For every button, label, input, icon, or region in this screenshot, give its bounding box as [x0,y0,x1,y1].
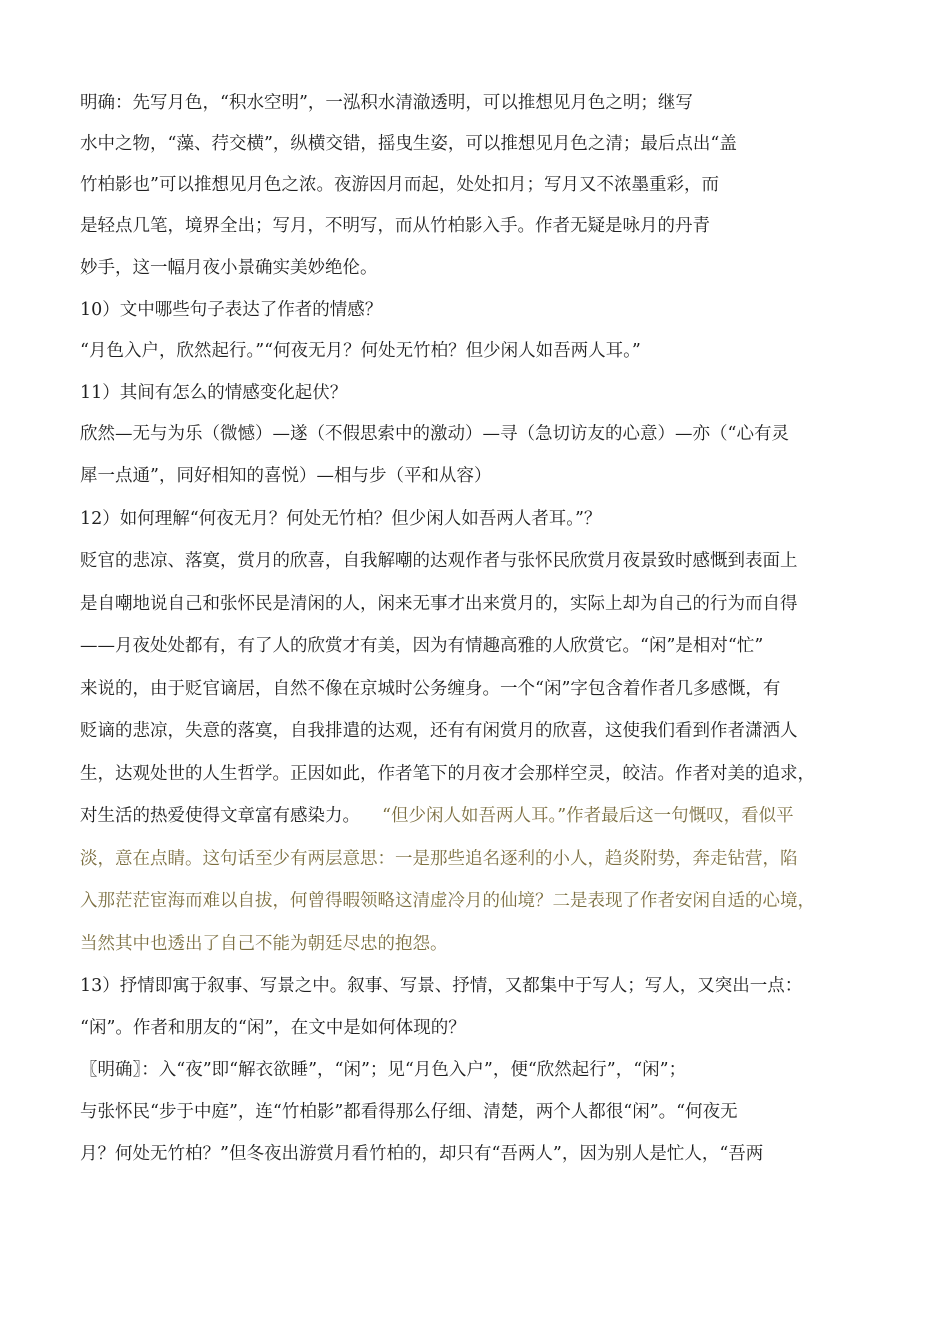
text-line: 明确：先写月色，“积水空明”，一泓积水清澈透明，可以推想见月色之明；继写 [80,93,693,113]
text-line: 水中之物，“藻、荇交横”，纵横交错，摇曳生姿，可以推想见月色之清；最后点出“盖 [80,134,737,154]
answer-12-line: 贬官的悲凉、落寞，赏月的欣喜，自我解嘲的达观作者与张怀民欣赏月夜景致时感慨到表面上 [80,551,798,571]
answer-12-highlight-line: 淡，意在点睛。这句话至少有两层意思：一是那些追名逐利的小人，趋炎附势，奔走钻营，陷 [80,849,798,869]
answer-12-highlight-line: 入那茫茫宦海而难以自拔，何曾得暇领略这清虚冷月的仙境？二是表现了作者安闲自适的心境， [80,891,815,911]
answer-13-line: 〖明确〗：入“夜”即“解衣欲睡”，“闲”；见“月色入户”，便“欣然起行”，“闲”； [80,1060,687,1080]
answer-10: “月色入户，欣然起行。”“何夜无月？何处无竹柏？但少闲人如吾两人耳。” [80,341,641,361]
question-11: 11）其间有怎么的情感变化起伏？ [80,383,348,403]
answer-13-line: 与张怀民“步于中庭”，连“竹柏影”都看得那么仔细、清楚，两个人都很“闲”。“何夜无 [80,1102,738,1122]
answer-12-segment: 对生活的热爱使得文章富有感染力。 [80,806,360,826]
answer-12-highlight-line: 当然其中也透出了自己不能为朝廷尽忠的抱怨。 [80,934,448,954]
question-10: 10）文中哪些句子表达了作者的情感？ [80,300,383,320]
answer-11-line: 犀一点通”，同好相知的喜悦）—相与步（平和从容） [80,466,492,486]
question-13: 13）抒情即寓于叙事、写景之中。叙事、写景、抒情，又都集中于写人；写人，又突出一点： [80,976,803,996]
question-13: “闲”。作者和朋友的“闲”，在文中是如何体现的？ [80,1018,466,1038]
answer-12-line [80,804,794,828]
answer-12-line: 是自嘲地说自己和张怀民是清闲的人，闲来无事才出来赏月的，实际上却为自己的行为而自得 [80,594,798,614]
answer-12-line: 生，达观处世的人生哲学。正因如此，作者笔下的月夜才会那样空灵，皎洁。作者对美的追求， [80,764,815,784]
answer-12-line: ——月夜处处都有，有了人的欣赏才有美，因为有情趣高雅的人欣赏它。“闲”是相对“忙” [80,636,764,656]
question-12: 12）如何理解“何夜无月？何处无竹柏？但少闲人如吾两人者耳。”？ [80,509,602,529]
answer-12-line: 贬谪的悲凉，失意的落寞，自我排遣的达观，还有有闲赏月的欣喜，这使我们看到作者潇洒人 [80,721,798,741]
answer-11-line: 欣然—无与为乐（微憾）—遂（不假思索中的激动）—寻（急切访友的心意）—亦（“心有灵 [80,424,789,444]
answer-13-line: 月？何处无竹柏？”但冬夜出游赏月看竹柏的，却只有“吾两人”，因为别人是忙人，“吾两 [80,1144,764,1164]
text-line: 妙手，这一幅月夜小景确实美妙绝伦。 [80,258,378,278]
answer-12-highlight: “但少闲人如吾两人耳。”作者最后这一句慨叹，看似平 [382,806,794,826]
text-line: 是轻点几笔，境界全出；写月，不明写，而从竹柏影入手。作者无疑是咏月的丹青 [80,216,710,236]
answer-12-line: 来说的，由于贬官谪居，自然不像在京城时公务缠身。一个“闲”字包含着作者几多感慨，有 [80,679,781,699]
text-line: 竹柏影也”可以推想见月色之浓。夜游因月而起，处处扣月；写月又不浓墨重彩，而 [80,175,719,195]
